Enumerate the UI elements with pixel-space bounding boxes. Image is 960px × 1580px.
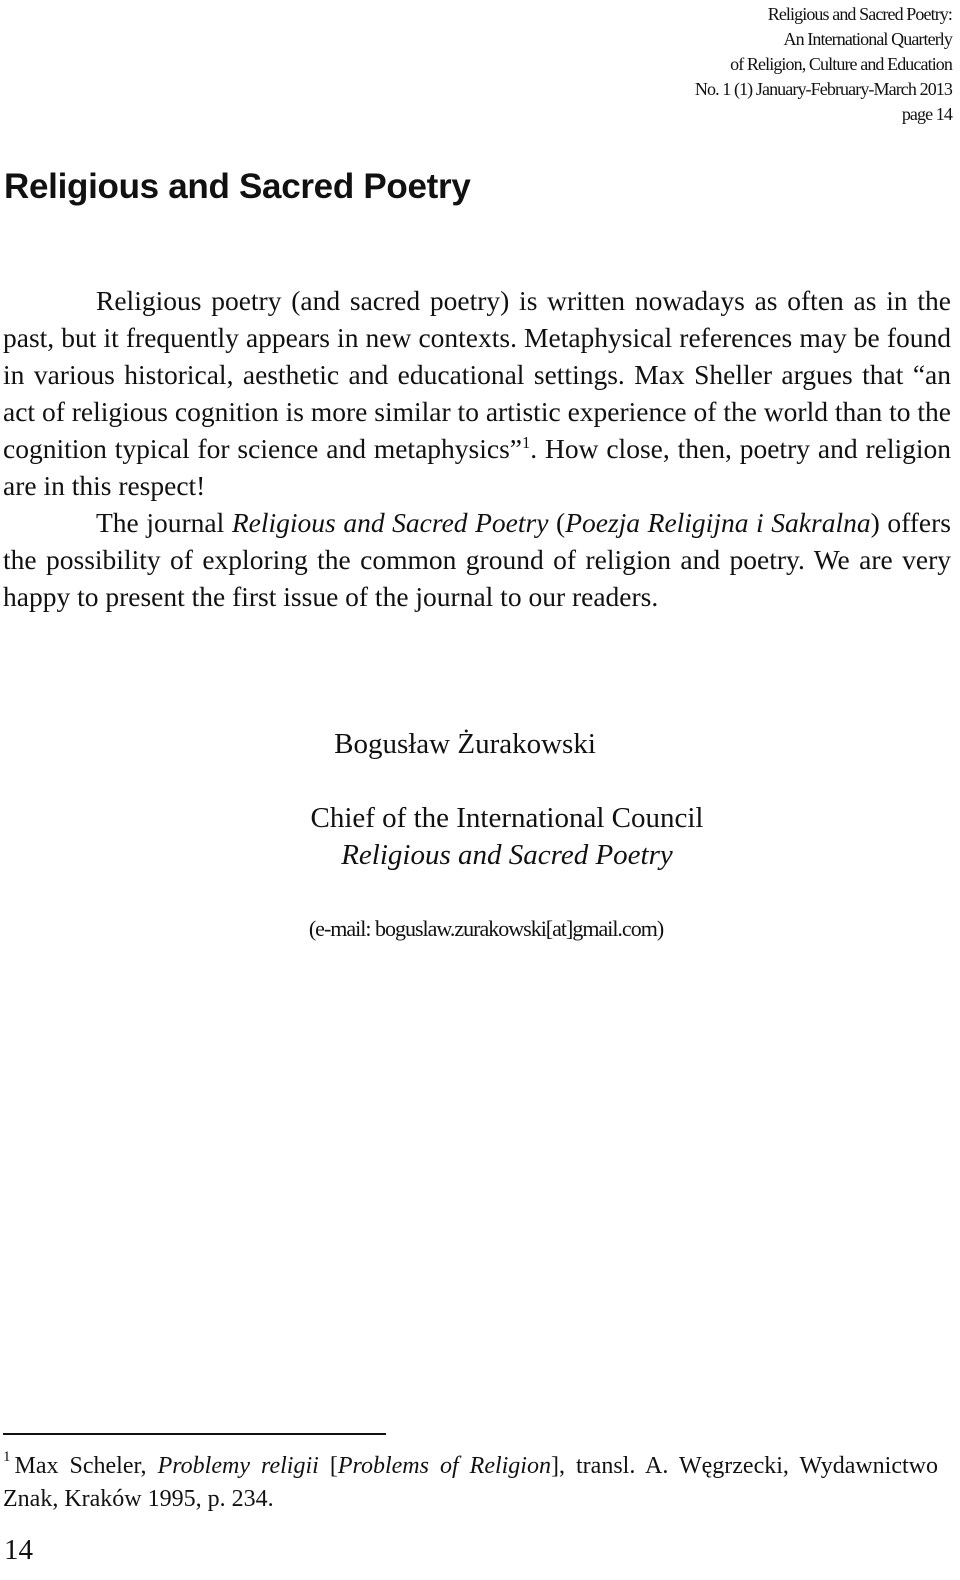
paragraph-journal bbox=[3, 504, 951, 615]
footnote-divider bbox=[3, 1433, 386, 1435]
signature-role: Chief of the International Council bbox=[310, 802, 704, 834]
running-header bbox=[695, 2, 952, 127]
footnote bbox=[3, 1450, 938, 1516]
footnote-author: Max Scheler, bbox=[14, 1453, 158, 1479]
journal-name-polish: Poezja Religijna i Sakralna bbox=[565, 507, 871, 538]
journal-name-english: Religious and Sacred Poetry bbox=[231, 507, 549, 538]
paragraph-journal-paren: ( bbox=[548, 507, 566, 538]
page-title: Religious and Sacred Poetry bbox=[4, 167, 471, 206]
header-issue: No. 1 (1) January-February-March 2013 bbox=[694, 79, 952, 99]
paragraph-journal-lead: The journal bbox=[96, 507, 232, 538]
header-journal-scope: of Religion, Culture and Education bbox=[730, 54, 952, 74]
signature-name: Bogusław Żurakowski bbox=[334, 728, 596, 760]
footnote-bracket: [ bbox=[318, 1453, 338, 1479]
signature-email: (e-mail: boguslaw.zurakowski[at]gmail.com) bbox=[308, 916, 664, 941]
paragraph-intro-text: Religious poetry (and sacred poetry) is written nowadays as often as in the past, but it frequently appears in new contexts. Metaphysical references may be found in various historical, aesthetic and educational settings. Max Sheller argues that “an act of religious cognition is more similar to artistic experience of the world than to the cognition typical for science and metaphysics” bbox=[3, 285, 951, 464]
header-page-label: page 14 bbox=[901, 104, 952, 124]
footnote-number: 1 bbox=[3, 1449, 11, 1465]
signature-journal: Religious and Sacred Poetry bbox=[341, 839, 673, 871]
paragraph-journal-rest: ) offers the possibility of exploring the common ground of religion and poetry. We are very happy to present the first issue of the journal to our readers. bbox=[3, 507, 951, 612]
editorial-body bbox=[3, 282, 951, 615]
header-journal-title: Religious and Sacred Poetry: bbox=[767, 4, 952, 24]
paragraph-intro bbox=[3, 282, 951, 504]
footnote-publication: ], transl. A. Węgrzecki, Wydawnictwo Znak, Kraków 1995, p. 234. bbox=[3, 1453, 939, 1512]
header-journal-subtitle: An International Quarterly bbox=[783, 29, 952, 49]
footnote-reference: 1 bbox=[521, 432, 531, 452]
footnote-title-polish: Problemy religii bbox=[157, 1453, 319, 1479]
page-number: 14 bbox=[4, 1534, 33, 1566]
footnote-title-english: Problems of Religion bbox=[337, 1453, 551, 1479]
paragraph-intro-tail: . How close, then, poetry and religion are in this respect! bbox=[3, 433, 951, 501]
